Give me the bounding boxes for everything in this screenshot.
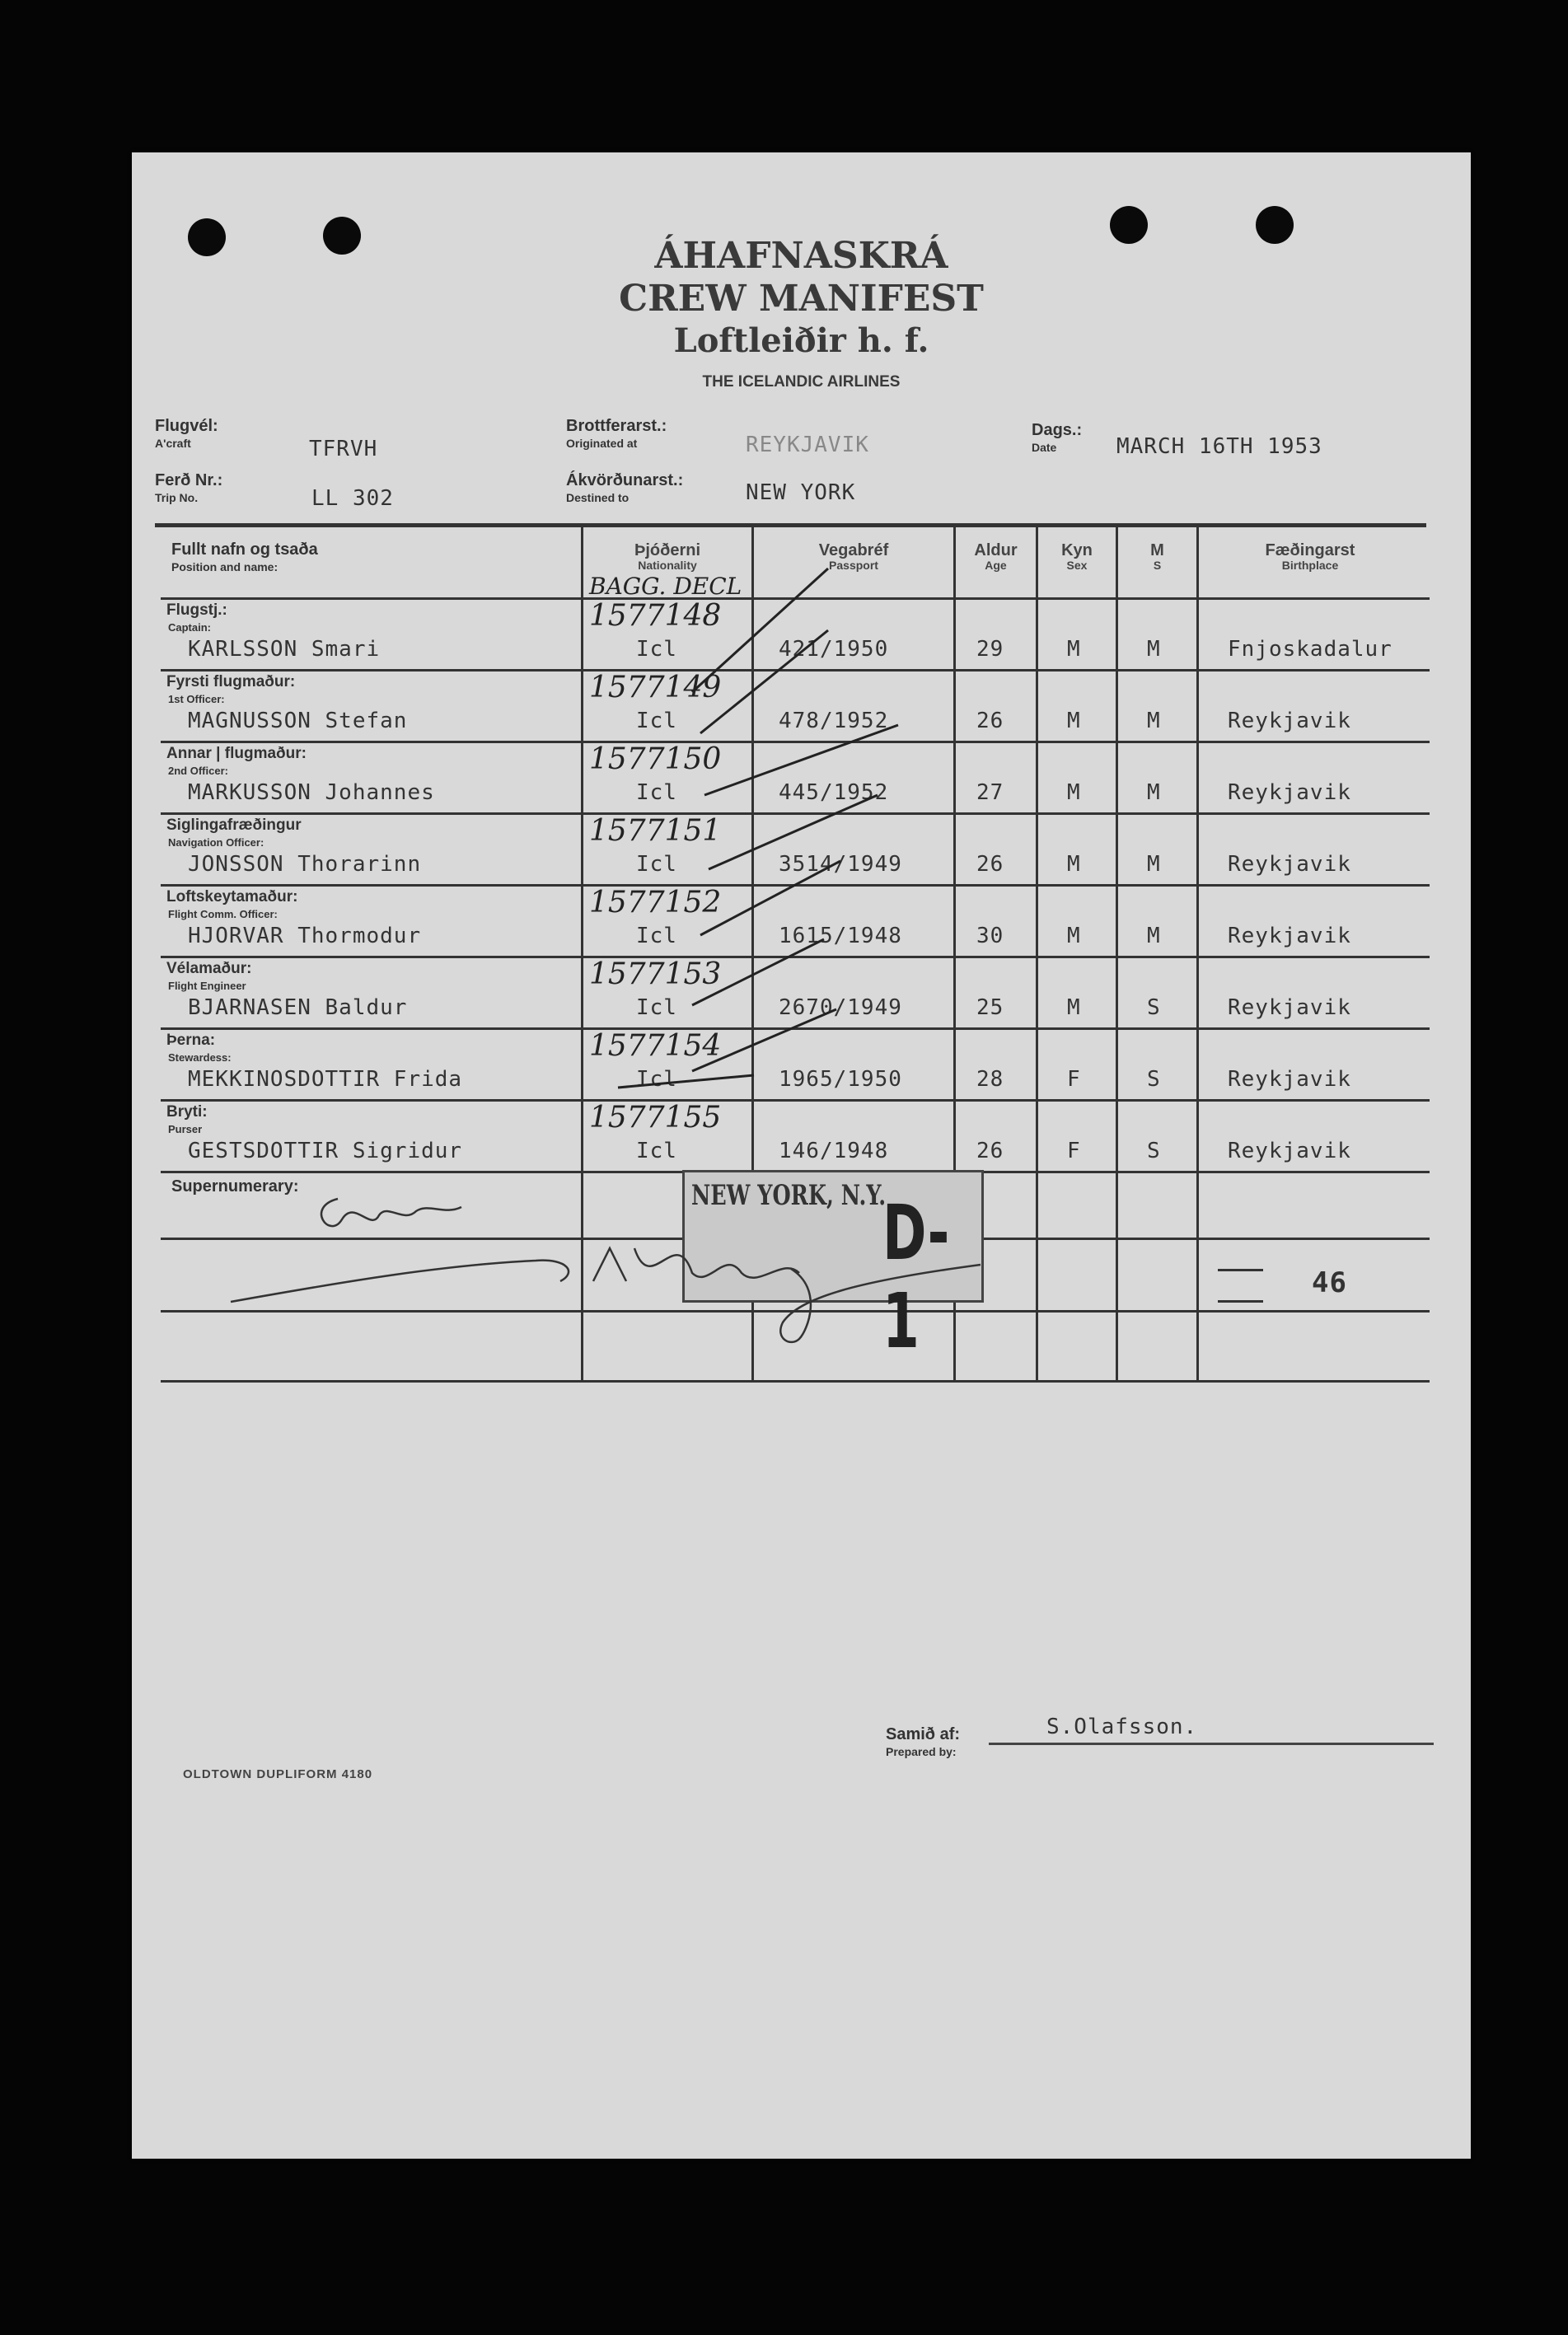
col-birthplace-header: Fæðingarst Birthplace [1265, 541, 1355, 572]
destination-value: NEW YORK [746, 480, 856, 505]
crew-age: 29 [976, 637, 1004, 662]
crew-marital: M [1147, 852, 1161, 877]
crew-marital: M [1147, 780, 1161, 805]
crew-name: JONSSON Thorarinn [188, 852, 422, 877]
crew-position-is: Siglingafræðingur [166, 817, 302, 834]
strike-lines [618, 569, 898, 1088]
strike-line [618, 1075, 754, 1088]
crew-sex: M [1067, 924, 1081, 948]
stamp-city: NEW YORK, N.Y. [691, 1179, 887, 1212]
crew-sex: F [1067, 1139, 1081, 1163]
crew-nationality: Icl [636, 995, 677, 1020]
crew-sex: M [1067, 637, 1081, 662]
crew-age: 26 [976, 709, 1004, 733]
crew-birthplace: Reykjavik [1228, 995, 1351, 1020]
crew-position-en: Purser [168, 1123, 203, 1135]
crew-number: 1577154 [589, 1029, 722, 1063]
crew-position-en: Flight Comm. Officer: [168, 908, 278, 920]
crew-number: 1577152 [589, 886, 722, 919]
crew-age: 30 [976, 924, 1004, 948]
aircraft-value: TFRVH [309, 437, 378, 461]
crew-marital: S [1147, 995, 1161, 1020]
strike-line [700, 861, 840, 935]
form-footer: OLDTOWN DUPLIFORM 4180 [183, 1767, 373, 1781]
origin-value: REYKJAVIK [746, 433, 869, 457]
crew-birthplace: Reykjavik [1228, 1139, 1351, 1163]
crew-position-en: Navigation Officer: [168, 836, 264, 849]
strike-line [692, 1009, 836, 1071]
trip-label: Ferð Nr.: Trip No. [155, 471, 223, 504]
crew-name: MARKUSSON Johannes [188, 780, 435, 805]
crew-position-is: Fyrsti flugmaður: [166, 673, 296, 690]
crew-passport: 1615/1948 [779, 924, 902, 948]
crew-marital: M [1147, 709, 1161, 733]
total-count: 46 [1312, 1266, 1347, 1299]
company-name: Loftleiðir h. f. [673, 321, 929, 360]
crew-birthplace: Reykjavik [1228, 924, 1351, 948]
crew-name: GESTSDOTTIR Sigridur [188, 1139, 463, 1163]
signature-stroke [593, 1248, 799, 1281]
crew-birthplace: Reykjavik [1228, 780, 1351, 805]
crew-marital: S [1147, 1139, 1161, 1163]
crew-number: 1577150 [589, 742, 722, 776]
manifest-page [132, 152, 1471, 2159]
col-age-header: Aldur Age [974, 541, 1018, 572]
prepared-by-label: Samið af: Prepared by: [886, 1725, 961, 1758]
crew-passport: 146/1948 [779, 1139, 889, 1163]
crew-age: 25 [976, 995, 1004, 1020]
crew-passport: 445/1952 [779, 780, 889, 805]
crew-position-en: Flight Engineer [168, 980, 246, 992]
crew-sex: M [1067, 709, 1081, 733]
crew-number: 1577151 [589, 814, 722, 848]
crew-nationality: Icl [636, 709, 677, 733]
prepared-by-value: S.Olafsson. [1046, 1715, 1198, 1739]
strike-line [692, 569, 828, 692]
crew-nationality: Icl [636, 1139, 677, 1163]
crew-position-is: Vélamaður: [166, 960, 252, 977]
airline-name: THE ICELANDIC AIRLINES [702, 373, 901, 391]
crew-position-en: 1st Officer: [168, 693, 225, 705]
crew-name: MAGNUSSON Stefan [188, 709, 408, 733]
signature-stroke [231, 1261, 569, 1302]
crew-birthplace: Fnjoskadalur [1228, 637, 1392, 662]
stamp-code: D-1 [882, 1189, 950, 1365]
crew-passport: 421/1950 [779, 637, 889, 662]
crew-position-is: Bryti: [166, 1103, 208, 1121]
strike-line [704, 725, 898, 795]
crew-position-is: Loftskeytamaður: [166, 888, 298, 905]
title-english: CREW MANIFEST [619, 278, 984, 320]
crew-nationality: Icl [636, 780, 677, 805]
crew-marital: S [1147, 1067, 1161, 1092]
crew-age: 26 [976, 852, 1004, 877]
crew-name: BJARNASEN Baldur [188, 995, 408, 1020]
crew-nationality: Icl [636, 1067, 677, 1092]
handwriting-overlay [132, 152, 1471, 2159]
crew-sex: M [1067, 780, 1081, 805]
crew-position-is: Flugstj.: [166, 601, 227, 619]
crew-number: 1577155 [589, 1101, 722, 1135]
signature [231, 1199, 981, 1342]
crew-name: KARLSSON Smari [188, 637, 381, 662]
crew-passport: 1965/1950 [779, 1067, 902, 1092]
crew-number: 1577149 [589, 671, 722, 704]
crew-birthplace: Reykjavik [1228, 709, 1351, 733]
crew-age: 28 [976, 1067, 1004, 1092]
crew-age: 27 [976, 780, 1004, 805]
title-icelandic: ÁHAFNASKRÁ [654, 235, 948, 277]
crew-nationality: Icl [636, 924, 677, 948]
destination-label: Ákvörðunarst.: Destined to [566, 471, 684, 504]
col-sex-header: Kyn Sex [1061, 541, 1093, 572]
crew-position-is: Þerna: [166, 1032, 216, 1049]
origin-label: Brottferarst.: Originated at [566, 417, 667, 450]
crew-sex: M [1067, 852, 1081, 877]
crew-position-is: Annar | flugmaður: [166, 745, 307, 762]
strike-line [700, 630, 828, 733]
crew-name: MEKKINOSDOTTIR Frida [188, 1067, 463, 1092]
crew-position-en: Captain: [168, 621, 211, 634]
col-passport-header: Vegabréf Passport [818, 541, 889, 572]
crew-position-en: Stewardess: [168, 1051, 232, 1064]
crew-position-en: 2nd Officer: [168, 765, 228, 777]
bagg-decl-note: BAGG. DECL [589, 573, 742, 600]
strike-line [709, 795, 878, 869]
crew-sex: F [1067, 1067, 1081, 1092]
date-label: Dags.: Date [1032, 421, 1083, 454]
crew-passport: 3514/1949 [779, 852, 902, 877]
signature-stroke [780, 1265, 981, 1342]
crew-nationality: Icl [636, 637, 677, 662]
date-value: MARCH 16TH 1953 [1116, 434, 1322, 459]
crew-birthplace: Reykjavik [1228, 852, 1351, 877]
crew-marital: M [1147, 637, 1161, 662]
crew-passport: 478/1952 [779, 709, 889, 733]
col-name-header: Fullt nafn og tsaða Position and name: [171, 540, 318, 573]
signature-stroke [321, 1199, 461, 1226]
trip-value: LL 302 [311, 486, 394, 511]
crew-age: 26 [976, 1139, 1004, 1163]
crew-birthplace: Reykjavik [1228, 1067, 1351, 1092]
crew-marital: M [1147, 924, 1161, 948]
crew-number: 1577153 [589, 957, 722, 991]
col-marital-header: M S [1150, 541, 1164, 572]
supernumerary-label: Supernumerary: [171, 1177, 299, 1196]
crew-number: 1577148 [589, 599, 722, 633]
col-nationality-header: Þjóðerni Nationality [634, 541, 700, 572]
aircraft-label: Flugvél: A'craft [155, 417, 218, 450]
crew-nationality: Icl [636, 852, 677, 877]
strike-line [692, 939, 824, 1005]
crew-sex: M [1067, 995, 1081, 1020]
crew-passport: 2670/1949 [779, 995, 902, 1020]
crew-name: HJORVAR Thormodur [188, 924, 422, 948]
